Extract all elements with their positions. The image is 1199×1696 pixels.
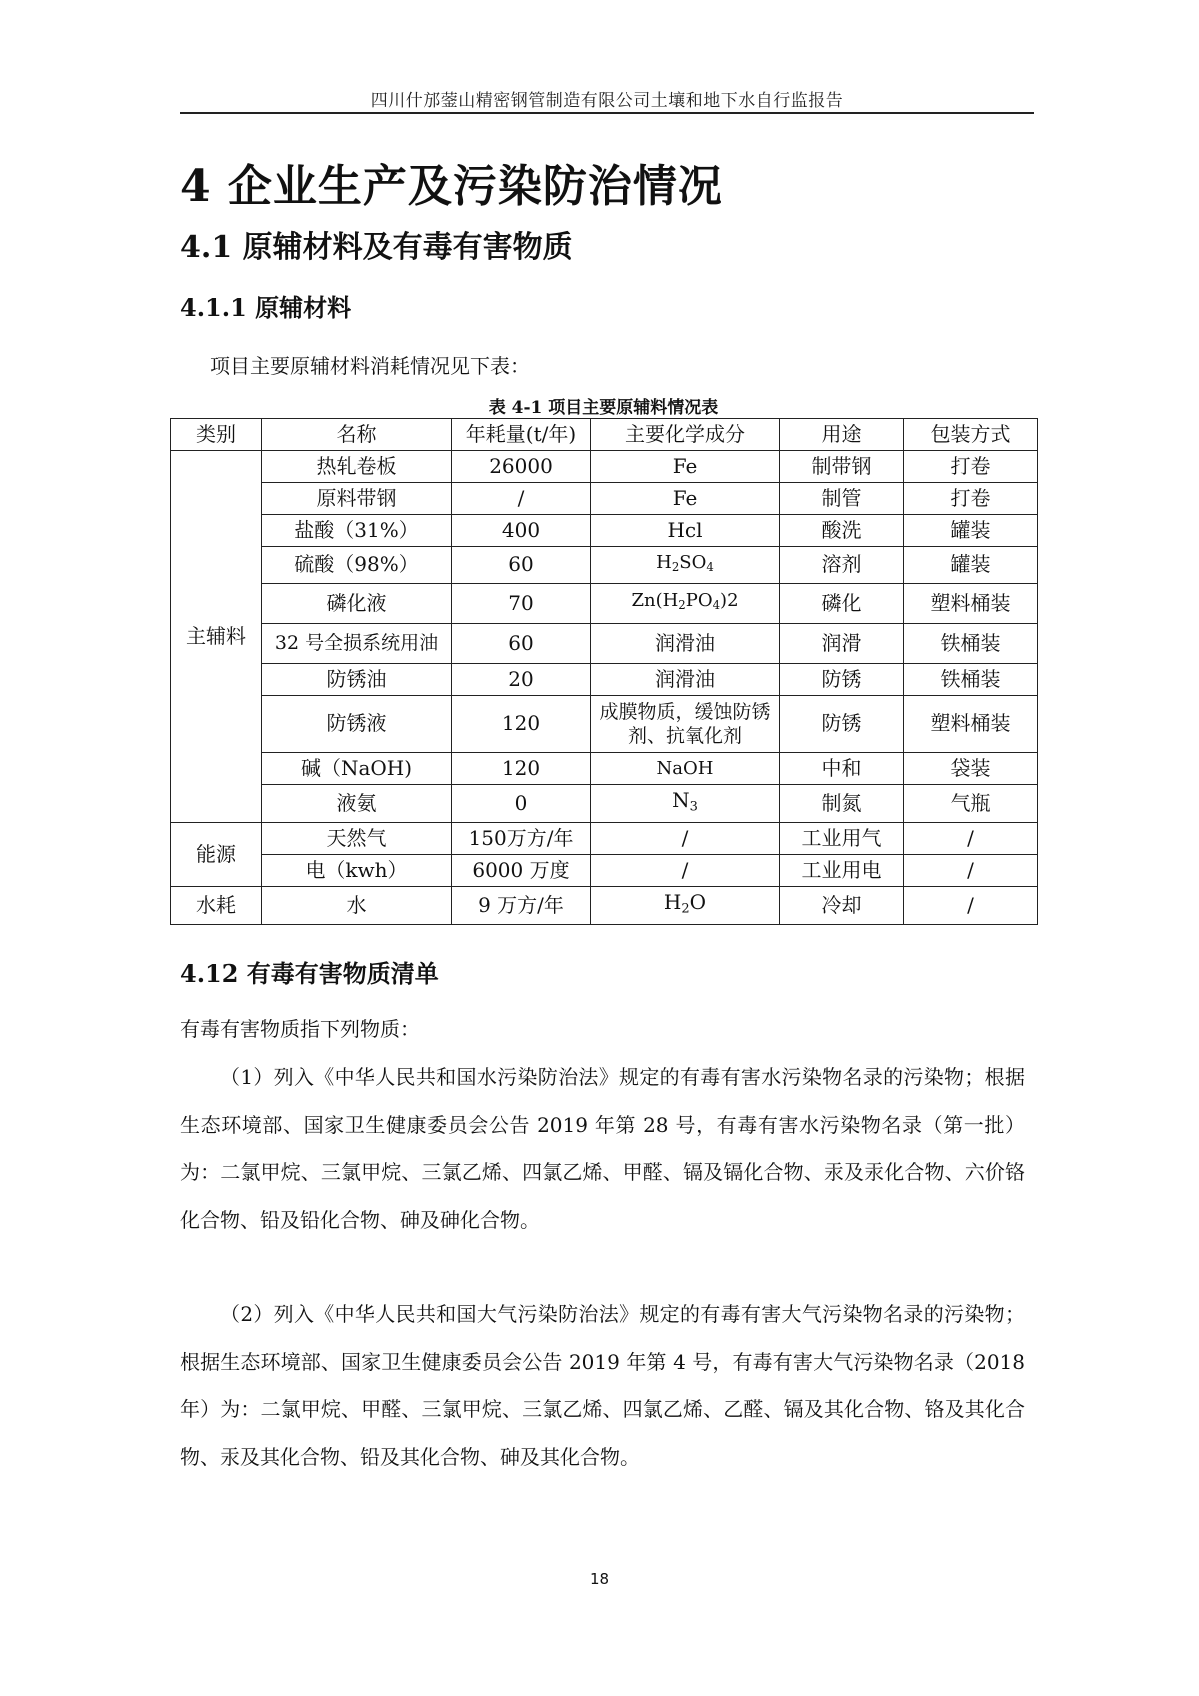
table-cell: 6000 万度 <box>452 855 591 887</box>
paragraph: 有毒有害物质指下列物质： <box>180 1017 420 1041</box>
table-cell: / <box>904 855 1038 887</box>
table-cell: / <box>452 483 591 515</box>
table-cell: 防锈 <box>780 695 904 752</box>
table-cell: 热轧卷板 <box>262 451 452 483</box>
table-cell: 水 <box>262 887 452 925</box>
header-rule <box>180 112 1034 114</box>
table-cell: 制带钢 <box>780 451 904 483</box>
table-cell: 制氮 <box>780 784 904 822</box>
table-cell: 防锈 <box>780 663 904 695</box>
table-cell: 工业用气 <box>780 823 904 855</box>
subsection-heading: 4.1.1 原辅材料 <box>180 293 352 322</box>
table-cell: 罐装 <box>904 515 1038 547</box>
column-header: 名称 <box>262 419 452 451</box>
table-cell: 天然气 <box>262 823 452 855</box>
table-cell: 成膜物质，缓蚀防锈剂、抗氧化剂 <box>591 695 780 752</box>
table-row <box>171 451 1038 483</box>
table-cell: 120 <box>452 695 591 752</box>
column-header: 年耗量(t/年) <box>452 419 591 451</box>
table-cell: 打卷 <box>904 451 1038 483</box>
table-cell: 电（kwh） <box>262 855 452 887</box>
table-cell: 防锈油 <box>262 663 452 695</box>
category-cell: 水耗 <box>171 887 262 925</box>
table-cell: 冷却 <box>780 887 904 925</box>
table-cell: 60 <box>452 623 591 663</box>
table-cell: 润滑油 <box>591 663 780 695</box>
table-cell: 酸洗 <box>780 515 904 547</box>
table-cell: 硫酸（98%） <box>262 547 452 584</box>
table-cell: 盐酸（31%） <box>262 515 452 547</box>
table-row <box>171 752 1038 784</box>
category-cell: 能源 <box>171 823 262 887</box>
table-cell: 0 <box>452 784 591 822</box>
table-cell: 润滑油 <box>591 623 780 663</box>
table-cell: 26000 <box>452 451 591 483</box>
table-cell: 20 <box>452 663 591 695</box>
page-number: 18 <box>589 1570 610 1588</box>
table-cell: 400 <box>452 515 591 547</box>
table-cell: Hcl <box>591 515 780 547</box>
paragraph: （1）列入《中华人民共和国水污染防治法》规定的有毒有害水污染物名录的污染物；根据生态环境部、国家卫生健康委员会公告 2019 年第 28 号，有毒有害水污染物名录（第一批）为：二氯甲烷、三氯甲烷、三氯乙烯、四氯乙烯、甲醛、镉及镉化合物、汞及汞化合物、六价铬化合物、铅及铅化合物、砷及砷化合物。 <box>180 1065 1025 1232</box>
table-cell: 中和 <box>780 752 904 784</box>
table-cell: 120 <box>452 752 591 784</box>
table-cell: / <box>591 823 780 855</box>
table-cell: 防锈液 <box>262 695 452 752</box>
table-cell: 9 万方/年 <box>452 887 591 925</box>
table-cell: $N_3$ <box>591 784 780 822</box>
table-cell: 罐装 <box>904 547 1038 584</box>
table-cell: $H_2O$ <box>591 887 780 925</box>
table-cell: 打卷 <box>904 483 1038 515</box>
table-row <box>171 583 1038 623</box>
table-cell: Fe <box>591 451 780 483</box>
table-cell: $Zn(H_2PO_4)2$ <box>591 583 780 623</box>
chapter-heading: 4 企业生产及污染防治情况 <box>180 161 723 212</box>
table-cell: 袋装 <box>904 752 1038 784</box>
table-cell: 溶剂 <box>780 547 904 584</box>
table-cell: 60 <box>452 547 591 584</box>
table-cell: 150万方/年 <box>452 823 591 855</box>
table-cell: / <box>904 887 1038 925</box>
column-header: 主要化学成分 <box>591 419 780 451</box>
table-cell: 铁桶装 <box>904 663 1038 695</box>
table-cell: $H_2SO_4$ <box>591 547 780 584</box>
paragraph: （2）列入《中华人民共和国大气污染防治法》规定的有毒有害大气污染物名录的污染物；根据生态环境部、国家卫生健康委员会公告 2019 年第 4 号，有毒有害大气污染物名录（2018 年）为：二氯甲烷、甲醛、三氯甲烷、三氯乙烯、四氯乙烯、乙醛、镉及其化合物、铬及其化合物、汞及其化合物、铅及其化合物、砷及其化合物。 <box>180 1302 1025 1469</box>
intro-text: 项目主要原辅材料消耗情况见下表： <box>210 354 530 378</box>
table-cell: 32 号全损系统用油 <box>262 623 452 663</box>
table-header-row <box>171 419 1038 451</box>
table-cell: 碱（NaOH) <box>262 752 452 784</box>
table-cell: Fe <box>591 483 780 515</box>
table-cell: / <box>591 855 780 887</box>
table-row <box>171 483 1038 515</box>
materials-table <box>170 418 1038 925</box>
table-cell: 液氨 <box>262 784 452 822</box>
table-cell: 润滑 <box>780 623 904 663</box>
table-cell: 磷化 <box>780 583 904 623</box>
table-cell: 70 <box>452 583 591 623</box>
table-cell: 制管 <box>780 483 904 515</box>
table-cell: 工业用电 <box>780 855 904 887</box>
table-row <box>171 784 1038 822</box>
table-row <box>171 695 1038 752</box>
column-header: 用途 <box>780 419 904 451</box>
table-cell: 原料带钢 <box>262 483 452 515</box>
table-row <box>171 515 1038 547</box>
column-header: 类别 <box>171 419 262 451</box>
table-cell: / <box>904 823 1038 855</box>
running-header: 四川什邡蓥山精密钢管制造有限公司土壤和地下水自行监报告 <box>370 91 844 111</box>
table-row <box>171 663 1038 695</box>
table-row <box>171 887 1038 925</box>
column-header: 包装方式 <box>904 419 1038 451</box>
table-cell: NaOH <box>591 752 780 784</box>
category-cell: 主辅料 <box>171 451 262 823</box>
table-row <box>171 855 1038 887</box>
table-row <box>171 547 1038 584</box>
table-row <box>171 623 1038 663</box>
table-cell: 铁桶装 <box>904 623 1038 663</box>
table-cell: 塑料桶装 <box>904 583 1038 623</box>
table-caption: 表 4-1 项目主要原辅料情况表 <box>488 398 719 418</box>
section-heading: 4.1 原辅材料及有毒有害物质 <box>180 230 573 265</box>
table-row <box>171 823 1038 855</box>
table-cell: 气瓶 <box>904 784 1038 822</box>
table-cell: 磷化液 <box>262 583 452 623</box>
subsection-heading-toxic: 4.12 有毒有害物质清单 <box>180 959 439 988</box>
table-cell: 塑料桶装 <box>904 695 1038 752</box>
